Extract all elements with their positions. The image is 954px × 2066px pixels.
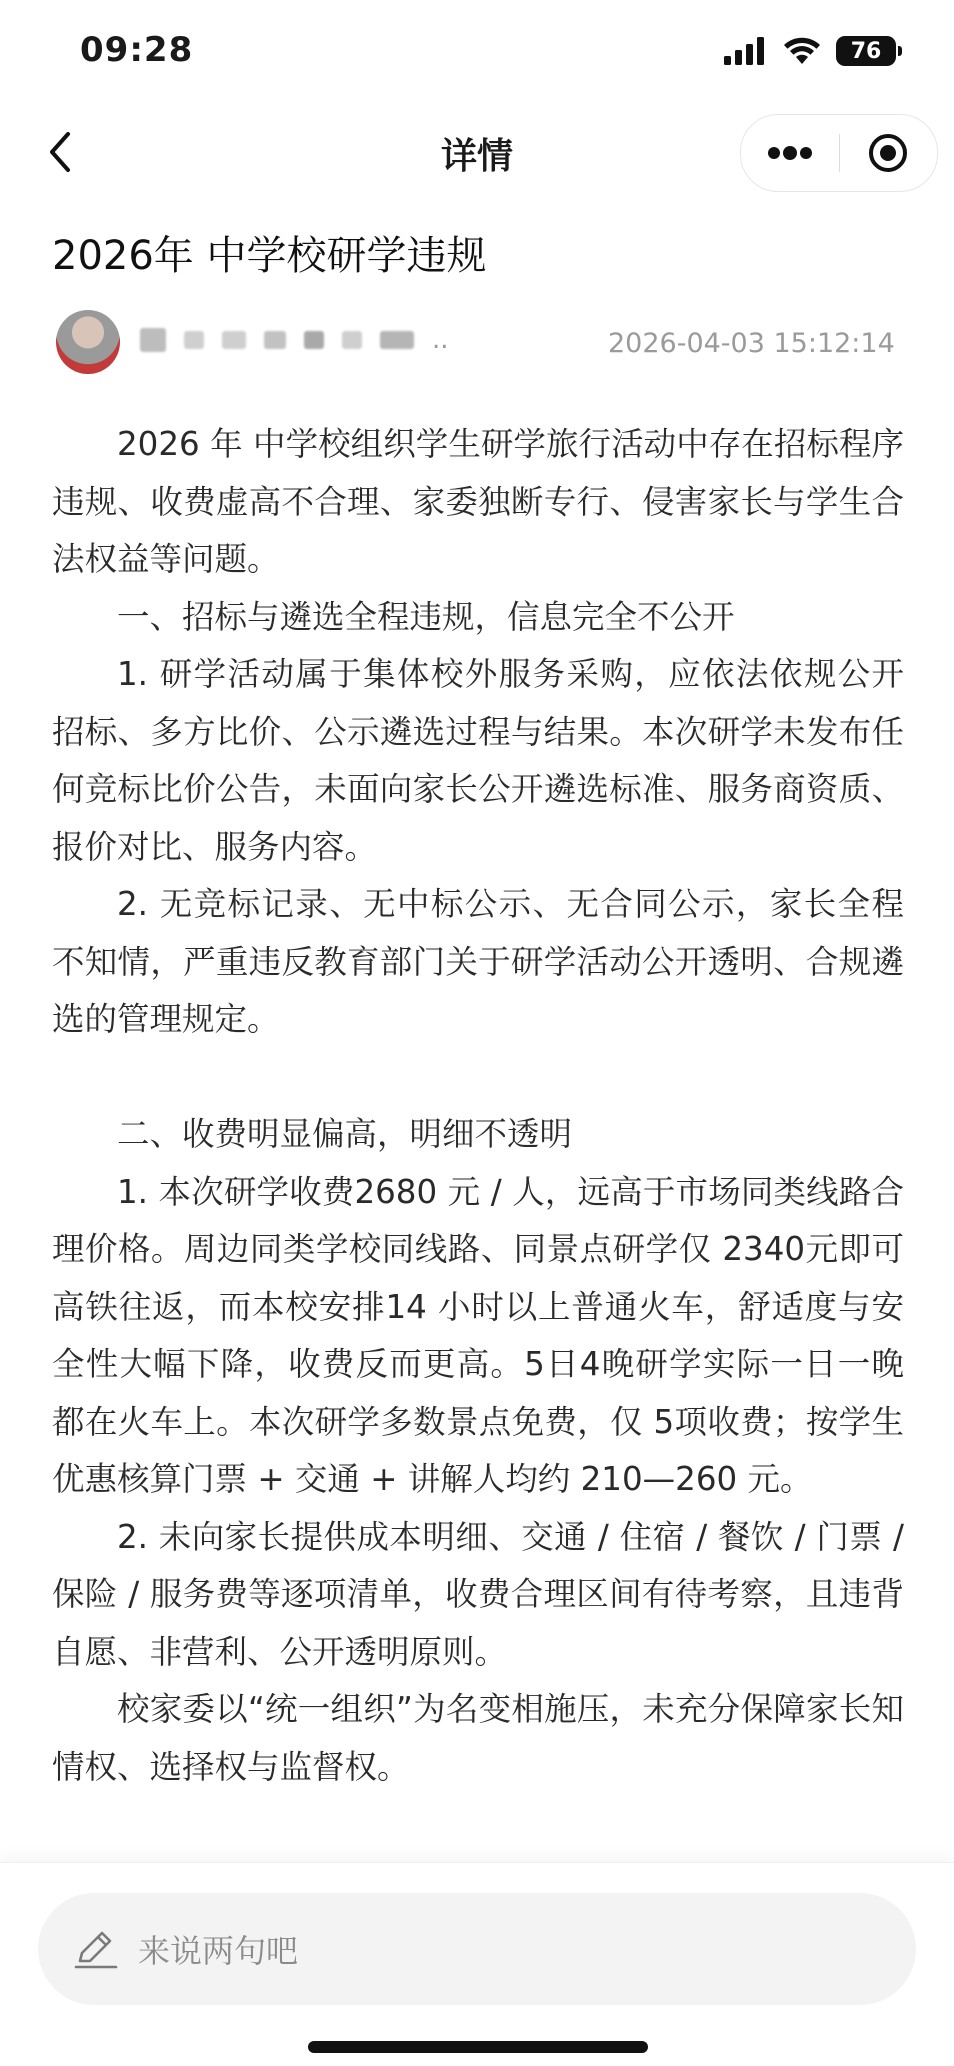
avatar[interactable]	[56, 310, 120, 374]
redacted-block	[380, 331, 414, 349]
publish-time: 2026-04-03 15:12:14	[608, 328, 895, 359]
pencil-icon	[72, 1925, 120, 1973]
author-suffix: ..	[432, 325, 449, 355]
article-paragraph: 校家委以“统一组织”为名变相施压，未充分保障家长知情权、选择权与监督权。	[52, 1690, 904, 1786]
article-paragraph: 1. 本次研学收费2680 元 / 人，远高于市场同类线路合理价格。周边同类学校同线路、同景点研学仅 2340元即可高铁往返，而本校安排14 小时以上普通火车，舒适度与安全性大幅下降，收费反而更高。5日4晚研学实际一日一晚都在火车上。本次研学多数景点免费，仅 5项收费；按学生优惠核算门票 + 交通 + 讲解人均约 210—260 元。	[52, 1172, 904, 1498]
article-paragraph: 2. 未向家长提供成本明细、交通 / 住宿 / 餐饮 / 门票 / 保险 / 服务费等逐项清单，收费合理区间有待考察，且违背自愿、非营利、公开透明原则。	[52, 1517, 904, 1671]
status-bar	[0, 0, 954, 100]
article-body	[52, 416, 904, 1796]
author-name-redacted	[140, 320, 630, 360]
battery-indicator: 76	[836, 36, 896, 66]
wifi-icon	[782, 36, 822, 66]
article-paragraph: 2. 无竞标记录、无中标公示、无合同公示，家长全程不知情，严重违反教育部门关于研学活动公开透明、合规遴选的管理规定。	[52, 885, 904, 1038]
redacted-block	[184, 331, 204, 349]
article-paragraph: 1. 研学活动属于集体校外服务采购，应依法依规公开招标、多方比价、公示遴选过程与结果。本次研学未发布任何竞标比价公告，未面向家长公开遴选标准、服务商资质、报价对比、服务内容。	[52, 655, 904, 866]
mini-program-capsule	[740, 114, 938, 192]
article-paragraph: 2026 年 中学校组织学生研学旅行活动中存在招标程序违规、收费虚高不合理、家委独断专行、侵害家长与学生合法权益等问题。	[52, 425, 904, 578]
redacted-block	[264, 331, 286, 349]
redacted-block	[222, 331, 246, 349]
article-blank-line	[52, 1049, 904, 1107]
redacted-block	[342, 331, 362, 349]
article-heading: 二、收费明显偏高，明细不透明	[117, 1115, 573, 1153]
page-title: 详情	[440, 136, 513, 177]
author-row	[56, 310, 906, 380]
comment-placeholder: 来说两句吧	[138, 1932, 299, 1970]
redacted-block	[304, 331, 324, 349]
comment-bar	[0, 1862, 954, 2066]
more-button[interactable]	[741, 115, 839, 191]
article-title: 2026年 中学校研学违规	[52, 233, 487, 279]
redacted-block	[140, 328, 166, 352]
home-indicator	[308, 2041, 648, 2053]
signal-icon	[724, 37, 768, 65]
nav-bar	[0, 110, 954, 194]
comment-input[interactable]	[38, 1893, 916, 2005]
status-icons	[724, 36, 896, 66]
status-time: 09:28	[80, 30, 194, 70]
article-heading: 一、招标与遴选全程违规，信息完全不公开	[117, 597, 735, 636]
close-button[interactable]	[840, 115, 938, 191]
target-close-icon	[867, 132, 909, 174]
more-dots-icon	[767, 146, 813, 160]
